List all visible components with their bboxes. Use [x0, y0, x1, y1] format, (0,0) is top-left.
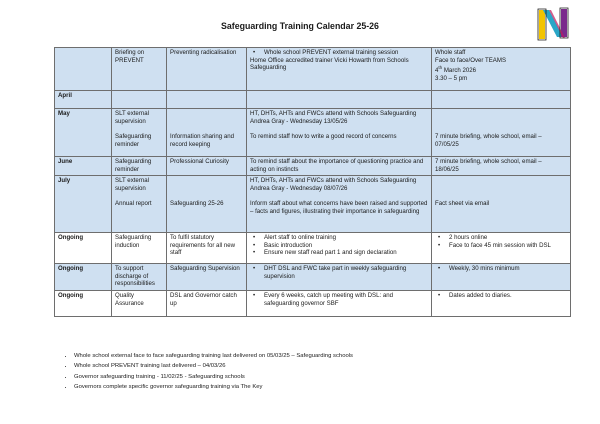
- cell-text: Annual report: [115, 200, 152, 208]
- list-item: • Basic introduction: [250, 242, 428, 250]
- header-cell: [247, 48, 432, 91]
- table-cell: 7 minute briefing, whole school, email – 18/06/25: [432, 157, 571, 176]
- table-row-ongoing-supervision: [55, 264, 571, 291]
- row-label: Ongoing: [55, 264, 112, 291]
- table-cell: [167, 109, 247, 157]
- cell-text: Information sharing and record keeping: [170, 133, 235, 148]
- cell-text: Safeguarding reminder: [115, 133, 152, 148]
- table-cell: Quality Assurance: [112, 291, 167, 317]
- header-cell-text: [435, 64, 567, 75]
- training-calendar-table: [54, 47, 571, 317]
- month-cell: June: [55, 157, 112, 176]
- table-cell: Safeguarding induction: [112, 233, 167, 264]
- row-label: Ongoing: [55, 233, 112, 264]
- note-item: • Whole school external face to face safeguarding training last delivered on 05/03/25 – Safeguarding schools: [74, 351, 353, 361]
- list-item: • Alert staff to online training: [250, 234, 428, 242]
- table-cell: [432, 233, 571, 264]
- table-row-april: [55, 91, 571, 109]
- table-row-header: [55, 48, 571, 91]
- list-item: • Face to face 45 min session with DSL: [435, 242, 567, 250]
- cell-text: HT, DHTs, AHTs and FWCs attend with Schools Safeguarding Andrea Gray - Wednesday 13/05/26: [250, 110, 417, 125]
- list-item: • Ensure new staff read part 1 and sign declaration: [250, 249, 428, 257]
- cell-text: To remind staff how to write a good record of concerns: [250, 133, 397, 141]
- table-cell: Safeguarding Supervision: [167, 264, 247, 291]
- cell-text: Inform staff about what concerns have been raised and supported – facts and figures, illustrating their importance in safeguarding: [250, 200, 428, 215]
- table-cell: [247, 291, 432, 317]
- table-cell: [247, 109, 432, 157]
- table-cell: [167, 176, 247, 233]
- list-item: • DHT DSL and FWC take part in weekly safeguarding supervision: [250, 265, 428, 280]
- note-item: • Governors complete specific governor safeguarding training via The Key: [74, 382, 353, 392]
- cell-text: HT, DHTs, AHTs and FWCs attend with Schools Safeguarding Andrea Gray - Wednesday 08/07/26: [250, 177, 417, 192]
- table-cell: [432, 264, 571, 291]
- header-cell: [432, 48, 571, 91]
- table-cell: To fulfil statutory requirements for all new staff: [167, 233, 247, 264]
- header-cell-text: Face to face/Over TEAMS: [435, 56, 507, 64]
- table-cell: [112, 91, 167, 109]
- list-item: • Dates added to diaries.: [435, 292, 567, 300]
- page-title: Safeguarding Training Calendar 25-26: [221, 21, 379, 31]
- table-row-may: [55, 109, 571, 157]
- table-cell: [432, 176, 571, 233]
- cell-text: SLT external supervision: [115, 177, 149, 192]
- table-cell: Professional Curiosity: [167, 157, 247, 176]
- table-cell: [432, 109, 571, 157]
- table-cell: DSL and Governor catch up: [167, 291, 247, 317]
- list-item: • Weekly, 30 mins minimum: [435, 265, 567, 273]
- school-logo-icon: [535, 6, 575, 42]
- table-cell: [247, 91, 432, 109]
- list-item: • 2 hours online: [435, 234, 567, 242]
- month-cell: May: [55, 109, 112, 157]
- date-suffix: th: [438, 65, 443, 71]
- header-cell-text: 3.30 – 5 pm: [435, 74, 468, 82]
- table-row-ongoing-quality: [55, 291, 571, 317]
- table-cell: [167, 91, 247, 109]
- header-cell-empty: [55, 48, 112, 91]
- cell-text: Fact sheet via email: [435, 200, 490, 207]
- notes-list: [54, 351, 353, 392]
- date-day: 4: [435, 67, 439, 75]
- header-cell: Preventing radicalisation: [167, 48, 247, 91]
- month-cell: April: [55, 91, 112, 109]
- header-cell-text: Whole staff: [435, 49, 466, 56]
- table-cell: [432, 291, 571, 317]
- table-cell: [112, 109, 167, 157]
- table-cell: [247, 176, 432, 233]
- list-item: • Whole school PREVENT external training session: [250, 49, 428, 57]
- table-cell: To remind staff about the importance of questioning practice and acting on instincts: [247, 157, 432, 176]
- date-rest: March 2026: [442, 67, 477, 75]
- cell-text: 7 minute briefing, whole school, email – 07/05/25: [435, 133, 542, 148]
- table-cell: [247, 264, 432, 291]
- cell-text: SLT external supervision: [115, 110, 149, 125]
- row-label: Ongoing: [55, 291, 112, 317]
- cell-text: Safeguarding 25-26: [170, 200, 224, 207]
- note-item: • Governor safeguarding training - 11/02/25 - Safeguarding schools: [74, 372, 353, 382]
- header-cell-text: Home Office accredited trainer Vicki Howarth from Schools Safeguarding: [250, 56, 409, 72]
- list-item: • Every 6 weeks, catch up meeting with DSL: and safeguarding governor SBF: [250, 292, 428, 307]
- table-cell: [432, 91, 571, 109]
- table-cell: To support discharge of responsibilities: [112, 264, 167, 291]
- table-cell: Safeguarding reminder: [112, 157, 167, 176]
- table-row-july: [55, 176, 571, 233]
- table-cell: [247, 233, 432, 264]
- table-cell: [112, 176, 167, 233]
- month-cell: July: [55, 176, 112, 233]
- note-item: • Whole school PREVENT training last delivered – 04/03/26: [74, 361, 353, 371]
- table-row-june: [55, 157, 571, 176]
- header-cell: Briefing on PREVENT: [112, 48, 167, 91]
- table-row-ongoing-induction: [55, 233, 571, 264]
